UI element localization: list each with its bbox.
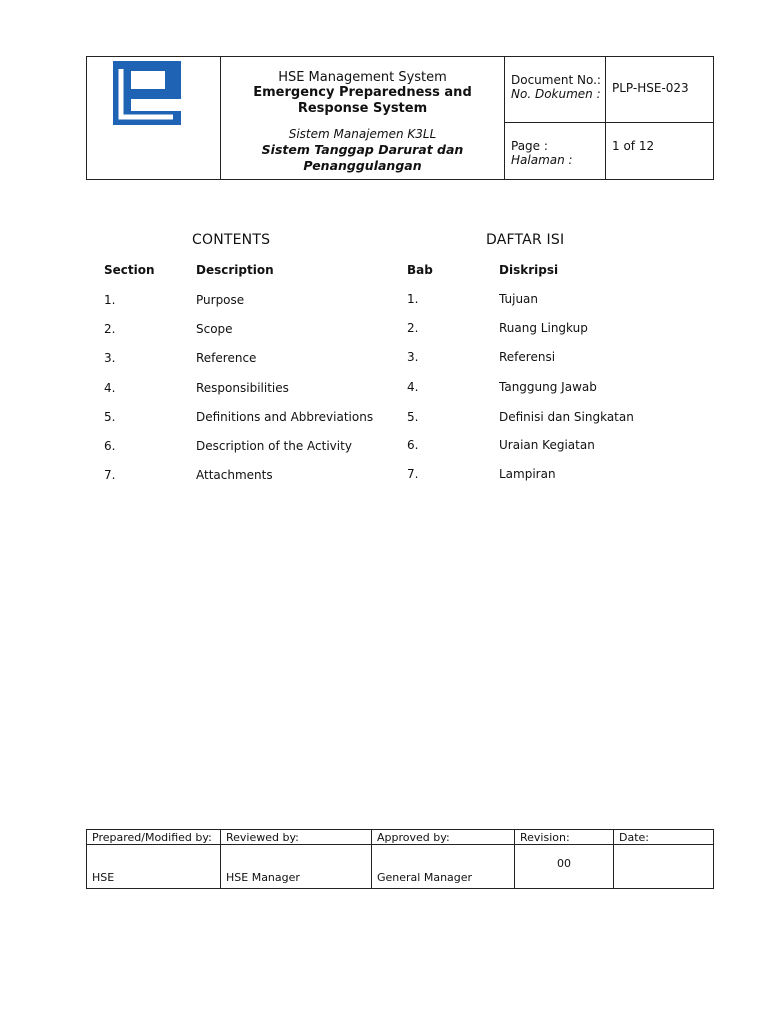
section-description: Purpose — [196, 293, 245, 307]
section-number: 4. — [104, 381, 116, 395]
bab-description: Ruang Lingkup — [499, 321, 588, 335]
date-cell — [614, 830, 713, 888]
col-description-header: Description — [196, 263, 274, 277]
doc-no-label-id: No. Dokumen : — [511, 87, 601, 101]
section-description: Attachments — [196, 468, 273, 482]
company-logo-icon — [111, 59, 183, 127]
col-section-header: Section — [104, 263, 155, 277]
system-title: HSE Management System — [278, 70, 447, 85]
section-number: 3. — [104, 351, 116, 365]
bab-number: 6. — [407, 438, 419, 452]
bab-description: Tujuan — [499, 292, 539, 306]
bab-number: 1. — [407, 292, 419, 306]
bab-description: Uraian Kegiatan — [499, 438, 595, 452]
page-label: Page : — [511, 139, 548, 153]
section-description: Scope — [196, 322, 233, 336]
doc-no-value: PLP-HSE-023 — [612, 81, 689, 95]
reviewed-cell — [221, 830, 372, 888]
document-title-id-line1: Sistem Tanggap Darurat dan — [261, 142, 464, 157]
doc-no-label: Document No.: — [511, 73, 601, 87]
bab-number: 7. — [407, 467, 419, 481]
system-title-id: Sistem Manajemen K3LL — [288, 127, 437, 141]
approval-table — [86, 829, 714, 889]
doc-no-value-cell — [606, 57, 713, 123]
col-bab-header: Bab — [407, 263, 433, 277]
section-number: 2. — [104, 322, 116, 336]
date-label: Date: — [619, 831, 649, 844]
daftar-isi-heading: DAFTAR ISI — [486, 232, 565, 248]
section-description: Reference — [196, 351, 257, 365]
bab-description: Tanggung Jawab — [499, 380, 597, 394]
title-cell — [221, 57, 505, 179]
col-diskripsi-header: Diskripsi — [499, 263, 559, 277]
bab-number: 2. — [407, 321, 419, 335]
reviewed-label: Reviewed by: — [226, 831, 299, 844]
section-number: 5. — [104, 410, 116, 424]
contents-heading: CONTENTS — [192, 232, 271, 248]
doc-no-label-cell — [505, 57, 606, 123]
prepared-value: HSE — [92, 871, 115, 884]
revision-value: 00 — [557, 857, 571, 870]
document-title-id-line2: Penanggulangan — [303, 158, 422, 173]
revision-cell — [515, 830, 614, 888]
reviewed-value: HSE Manager — [226, 871, 300, 884]
section-number: 6. — [104, 439, 116, 453]
bab-number: 4. — [407, 380, 419, 394]
section-description: Description of the Activity — [196, 439, 352, 453]
section-number: 7. — [104, 468, 116, 482]
document-header-table — [86, 56, 714, 180]
section-description: Responsibilities — [196, 381, 289, 395]
revision-label: Revision: — [520, 831, 570, 844]
approved-value: General Manager — [377, 871, 473, 884]
document-title-line2: Response System — [297, 101, 428, 116]
page-value-cell — [606, 123, 713, 179]
bab-number: 3. — [407, 350, 419, 364]
document-title-line1: Emergency Preparedness and — [253, 85, 472, 100]
page-label-id: Halaman : — [511, 153, 573, 167]
section-number: 1. — [104, 293, 116, 307]
bab-number: 5. — [407, 410, 419, 424]
page-label-cell — [505, 123, 606, 179]
bab-description: Definisi dan Singkatan — [499, 410, 634, 424]
page-value: 1 of 12 — [612, 139, 655, 153]
approved-label: Approved by: — [377, 831, 450, 844]
approved-cell — [372, 830, 515, 888]
section-description: Definitions and Abbreviations — [196, 410, 374, 424]
prepared-cell — [87, 830, 221, 888]
bab-description: Referensi — [499, 350, 556, 364]
bab-description: Lampiran — [499, 467, 556, 481]
logo-cell — [87, 57, 221, 179]
prepared-label: Prepared/Modified by: — [92, 831, 212, 844]
